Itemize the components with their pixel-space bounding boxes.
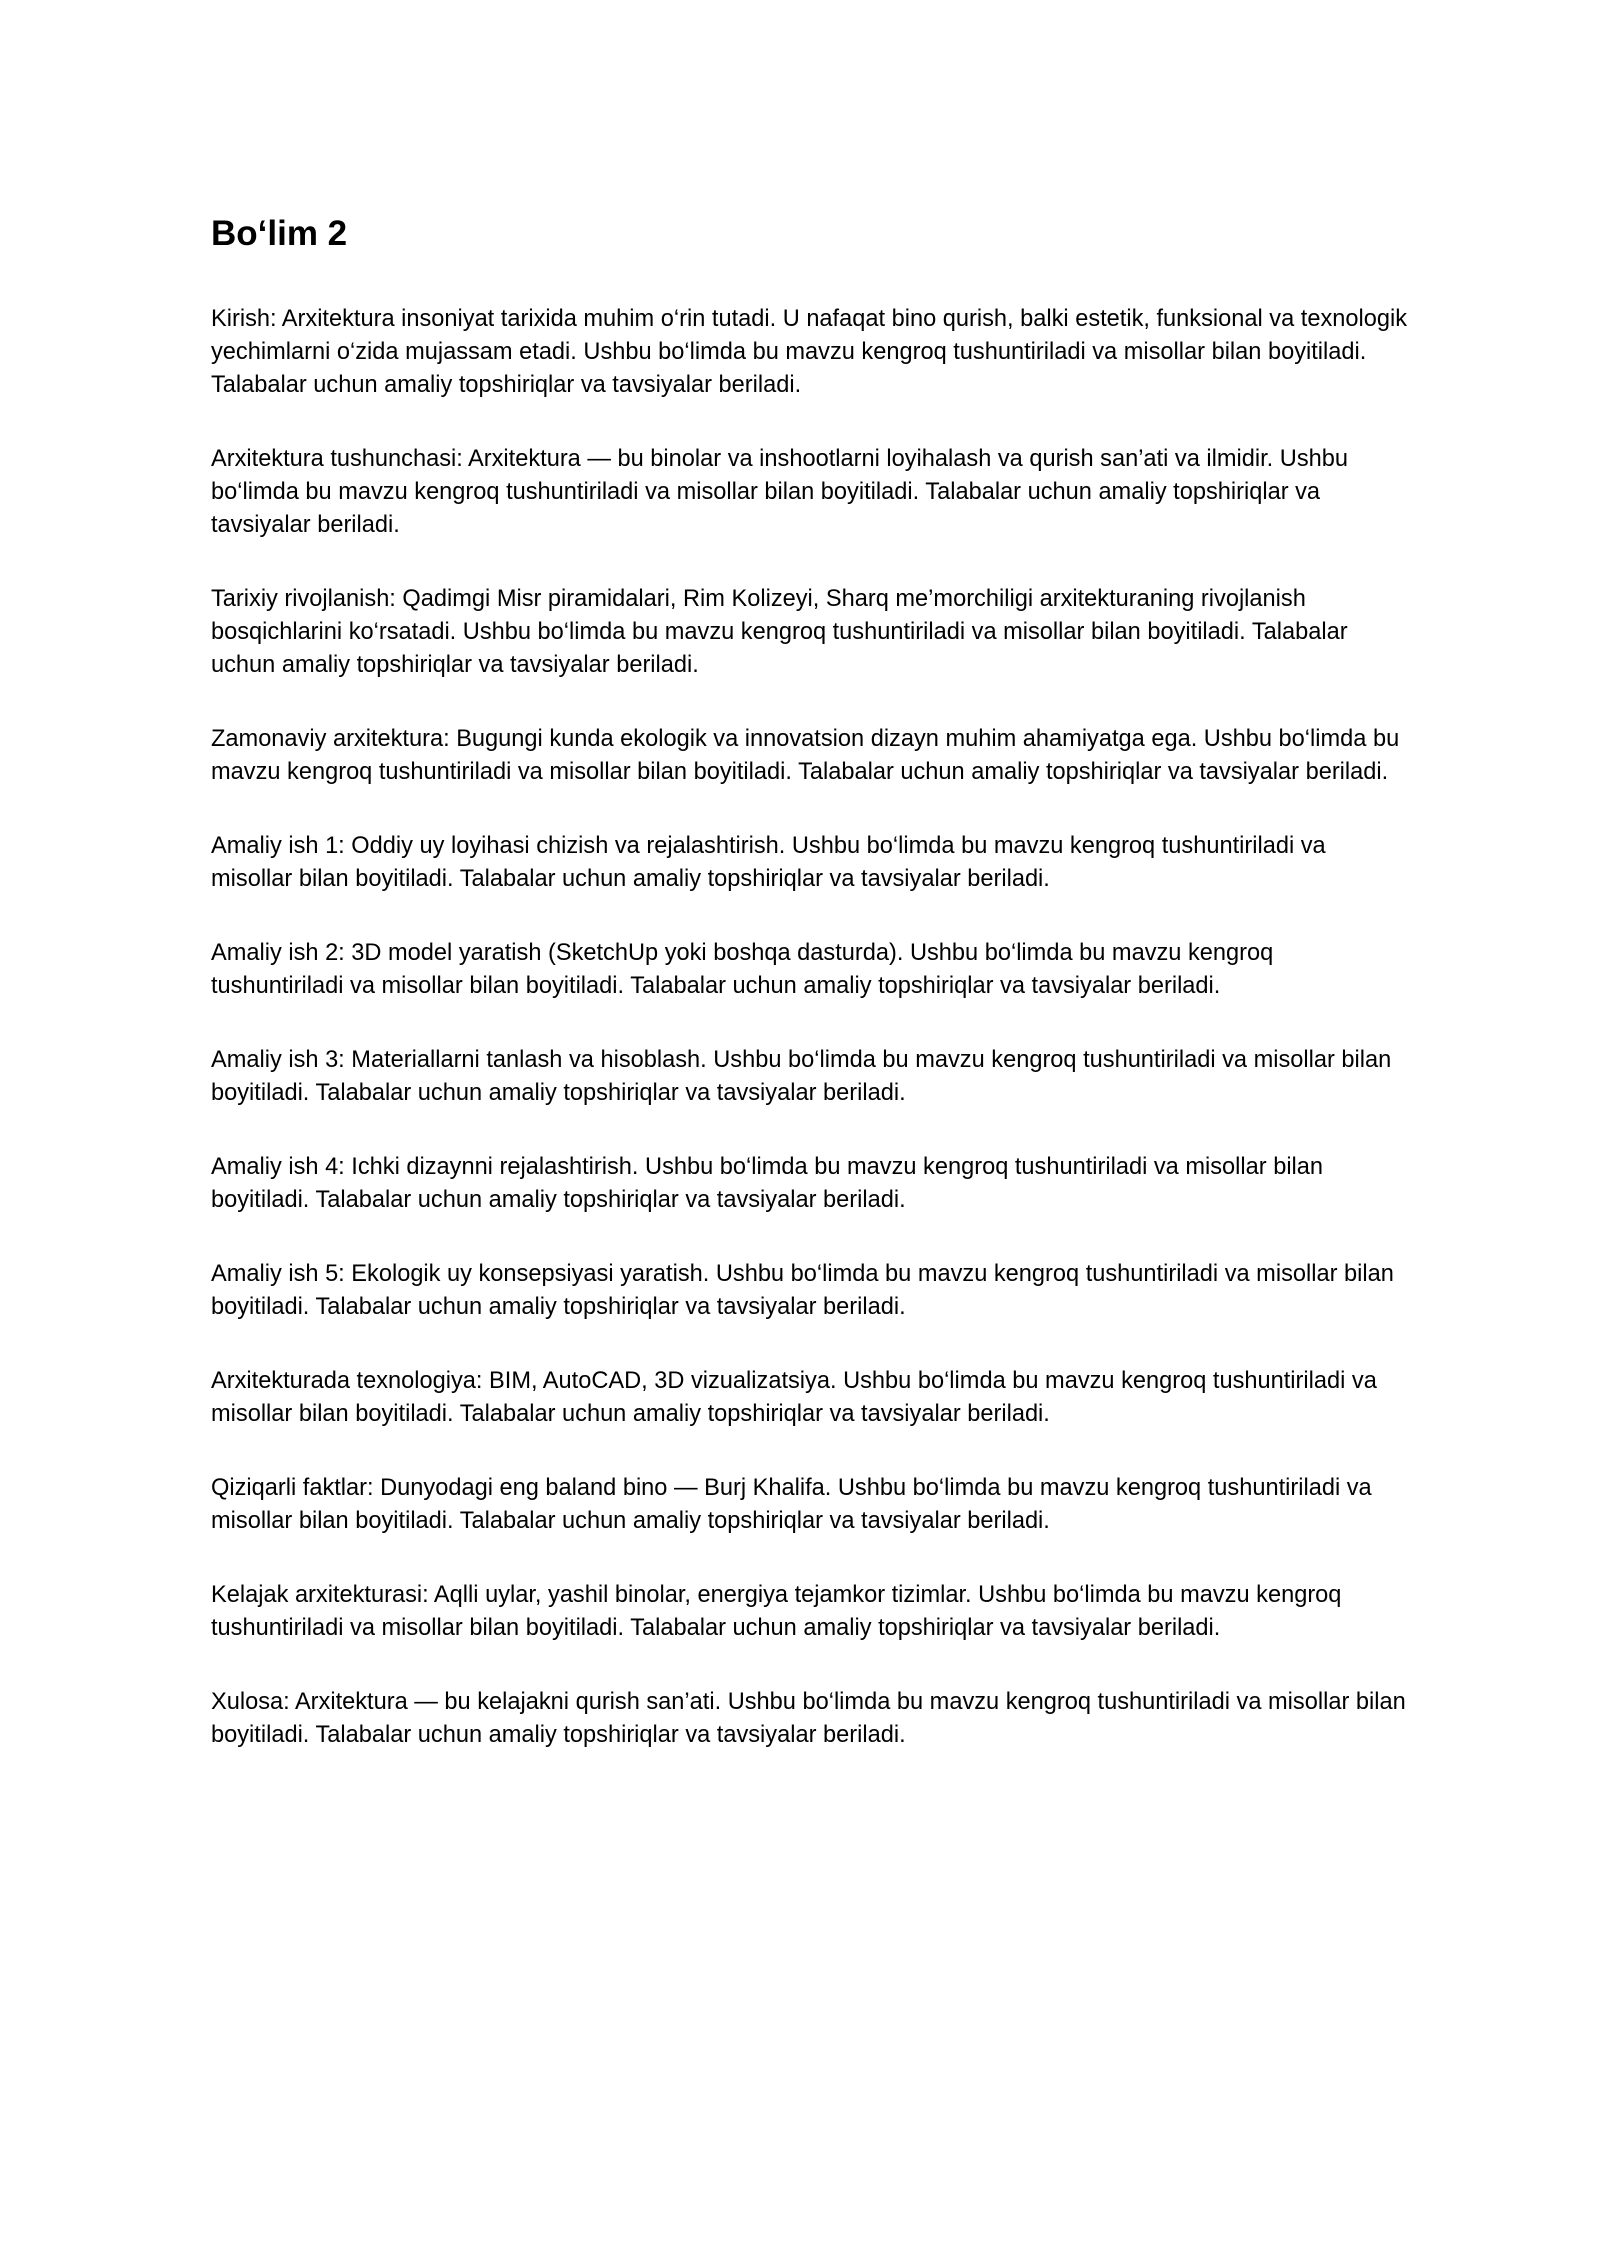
section-title: Bo‘lim 2 bbox=[211, 214, 348, 253]
paragraph-history: Tarixiy rivojlanish: Qadimgi Misr piramidalari, Rim Kolizeyi, Sharq me’morchiligi arxitekturaning rivojlanish bosqichlarini ko‘rsatadi. Ushbu bo‘limda bu mavzu kengroq tushuntiriladi va misollar bilan boyitiladi. Talabalar uchun amaliy topshiriqlar va tavsiyalar beriladi. bbox=[211, 586, 1348, 678]
document-page bbox=[211, 210, 1411, 1793]
paragraph-practice-5: Amaliy ish 5: Ekologik uy konsepsiyasi yaratish. Ushbu bo‘limda bu mavzu kengroq tushuntiriladi va misollar bilan boyitiladi. Talabalar uchun amaliy topshiriqlar va tavsiyalar beriladi. bbox=[211, 1261, 1394, 1320]
paragraph-modern: Zamonaviy arxitektura: Bugungi kunda ekologik va innovatsion dizayn muhim ahamiyatga ega. Ushbu bo‘limda bu mavzu kengroq tushuntiriladi va misollar bilan boyitiladi. Talabalar uchun amaliy topshiriqlar va tavsiyalar beriladi. bbox=[211, 726, 1400, 785]
paragraph-facts: Qiziqarli faktlar: Dunyodagi eng baland bino — Burj Khalifa. Ushbu bo‘limda bu mavzu kengroq tushuntiriladi va misollar bilan boyitiladi. Talabalar uchun amaliy topshiriqlar va tavsiyalar beriladi. bbox=[211, 1475, 1372, 1534]
paragraph-future: Kelajak arxitekturasi: Aqlli uylar, yashil binolar, energiya tejamkor tizimlar. Ushbu bo‘limda bu mavzu kengroq tushuntiriladi va misollar bilan boyitiladi. Talabalar uchun amaliy topshiriqlar va tavsiyalar beriladi. bbox=[211, 1582, 1342, 1641]
paragraph-practice-2: Amaliy ish 2: 3D model yaratish (SketchUp yoki boshqa dasturda). Ushbu bo‘limda bu mavzu kengroq tushuntiriladi va misollar bilan boyitiladi. Talabalar uchun amaliy topshiriqlar va tavsiyalar beriladi. bbox=[211, 940, 1274, 999]
paragraph-technology: Arxitekturada texnologiya: BIM, AutoCAD, 3D vizualizatsiya. Ushbu bo‘limda bu mavzu kengroq tushuntiriladi va misollar bilan boyitiladi. Talabalar uchun amaliy topshiriqlar va tavsiyalar beriladi. bbox=[211, 1368, 1377, 1427]
paragraph-introduction: Kirish: Arxitektura insoniyat tarixida muhim o‘rin tutadi. U nafaqat bino qurish, balki estetik, funksional va texnologik yechimlarni o‘zida mujassam etadi. Ushbu bo‘limda bu mavzu kengroq tushuntiriladi va misollar bilan boyitiladi. Talabalar uchun amaliy topshiriqlar va tavsiyalar beriladi. bbox=[211, 306, 1408, 398]
paragraph-conclusion: Xulosa: Arxitektura — bu kelajakni qurish san’ati. Ushbu bo‘limda bu mavzu kengroq tushuntiriladi va misollar bilan boyitiladi. Talabalar uchun amaliy topshiriqlar va tavsiyalar beriladi. bbox=[211, 1689, 1406, 1748]
paragraph-concept: Arxitektura tushunchasi: Arxitektura — bu binolar va inshootlarni loyihalash va qurish san’ati va ilmidir. Ushbu bo‘limda bu mavzu kengroq tushuntiriladi va misollar bilan boyitiladi. Talabalar uchun amaliy topshiriqlar va tavsiyalar beriladi. bbox=[211, 446, 1348, 538]
paragraph-practice-3: Amaliy ish 3: Materiallarni tanlash va hisoblash. Ushbu bo‘limda bu mavzu kengroq tushuntiriladi va misollar bilan boyitiladi. Talabalar uchun amaliy topshiriqlar va tavsiyalar beriladi. bbox=[211, 1047, 1392, 1106]
paragraph-practice-4: Amaliy ish 4: Ichki dizaynni rejalashtirish. Ushbu bo‘limda bu mavzu kengroq tushuntiriladi va misollar bilan boyitiladi. Talabalar uchun amaliy topshiriqlar va tavsiyalar beriladi. bbox=[211, 1154, 1324, 1213]
paragraph-practice-1: Amaliy ish 1: Oddiy uy loyihasi chizish va rejalashtirish. Ushbu bo‘limda bu mavzu kengroq tushuntiriladi va misollar bilan boyitiladi. Talabalar uchun amaliy topshiriqlar va tavsiyalar beriladi. bbox=[211, 833, 1326, 892]
